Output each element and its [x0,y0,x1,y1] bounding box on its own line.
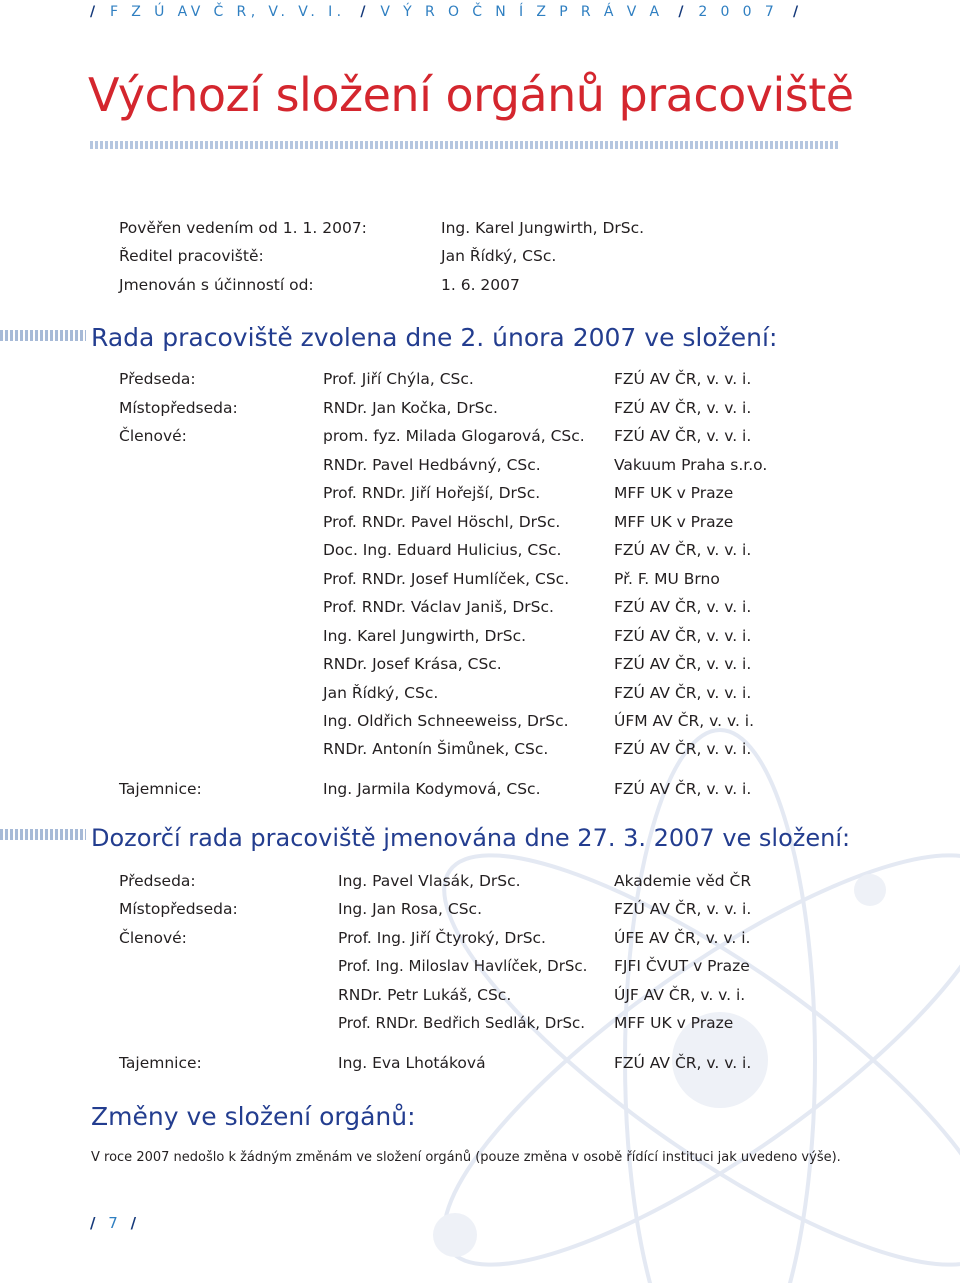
intro-value: 1. 6. 2007 [441,276,520,294]
name-cell: Prof. RNDr. Pavel Höschl, DrSc. [323,513,561,531]
running-header [90,4,804,20]
name-cell: RNDr. Jan Kočka, DrSc. [323,399,498,417]
org-cell: ÚFM AV ČR, v. v. i. [614,712,755,730]
page-title: Výchozí složení orgánů pracoviště [88,68,854,122]
org-cell: MFF UK v Praze [614,484,734,502]
intro-label: Jmenován s účinností od: [119,276,314,294]
name-cell: Jan Řídký, CSc. [323,684,439,702]
org-cell: MFF UK v Praze [614,513,734,531]
org-cell: Akademie věd ČR [614,872,752,890]
org-cell: FZÚ AV ČR, v. v. i. [614,598,752,616]
slash-icon: / [793,4,799,20]
name-cell: Prof. RNDr. Jiří Hořejší, DrSc. [323,484,541,502]
changes-heading: Změny ve složení orgánů: [91,1102,416,1131]
org-cell: FZÚ AV ČR, v. v. i. [614,684,752,702]
org-cell: Př. F. MU Brno [614,570,720,588]
role-cell: Členové: [119,929,187,947]
org-cell: FZÚ AV ČR, v. v. i. [614,399,752,417]
org-cell: FZÚ AV ČR, v. v. i. [614,740,752,758]
name-cell: Ing. Jan Rosa, CSc. [338,900,483,918]
role-cell: Předseda: [119,370,196,388]
name-cell: RNDr. Pavel Hedbávný, CSc. [323,456,541,474]
name-cell: Prof. Jiří Chýla, CSc. [323,370,474,388]
org-cell: Vakuum Praha s.r.o. [614,456,768,474]
role-cell: Předseda: [119,872,196,890]
org-cell: ÚJF AV ČR, v. v. i. [614,986,746,1004]
role-cell: Místopředseda: [119,900,238,918]
org-cell: MFF UK v Praze [614,1014,734,1032]
org-cell: ÚFE AV ČR, v. v. i. [614,929,751,947]
header-org: F Z Ú AV Č R, V. V. I. [109,4,346,20]
intro-value: Ing. Karel Jungwirth, DrSc. [441,219,645,237]
intro-label: Ředitel pracoviště: [119,247,264,265]
name-cell: RNDr. Josef Krása, CSc. [323,655,502,673]
org-cell: FZÚ AV ČR, v. v. i. [614,1054,752,1072]
org-cell: FZÚ AV ČR, v. v. i. [614,427,752,445]
intro-label: Pověřen vedením od 1. 1. 2007: [119,219,367,237]
council-heading: Rada pracoviště zvolena dne 2. února 2007 ve složení: [91,323,778,352]
section-marker [0,829,86,840]
name-cell: prom. fyz. Milada Glogarová, CSc. [323,427,585,445]
org-cell: FZÚ AV ČR, v. v. i. [614,627,752,645]
intro-value: Jan Řídký, CSc. [441,247,557,265]
name-cell: Ing. Oldřich Schneeweiss, DrSc. [323,712,569,730]
org-cell: FZÚ AV ČR, v. v. i. [614,541,752,559]
name-cell: RNDr. Petr Lukáš, CSc. [338,986,512,1004]
org-cell: FZÚ AV ČR, v. v. i. [614,900,752,918]
section-marker [0,330,86,341]
org-cell: FJFI ČVUT v Praze [614,957,750,975]
role-cell: Členové: [119,427,187,445]
name-cell: Doc. Ing. Eduard Hulicius, CSc. [323,541,562,559]
slash-icon: / [360,4,366,20]
slash-icon: / [90,1214,96,1232]
header-year: 2 0 0 7 [698,4,779,20]
name-cell: Prof. RNDr. Václav Janiš, DrSc. [323,598,554,616]
name-cell: Ing. Eva Lhotáková [338,1054,486,1072]
title-underline [90,141,840,149]
name-cell: Prof. RNDr. Josef Humlíček, CSc. [323,570,570,588]
name-cell: RNDr. Antonín Šimůnek, CSc. [323,740,549,758]
supervisory-heading: Dozorčí rada pracoviště jmenována dne 27. 3. 2007 ve složení: [91,824,851,852]
role-cell: Tajemnice: [119,1054,202,1072]
name-cell: Prof. Ing. Jiří Čtyroký, DrSc. [338,929,546,947]
org-cell: FZÚ AV ČR, v. v. i. [614,655,752,673]
role-cell: Tajemnice: [119,780,202,798]
name-cell: Ing. Jarmila Kodymová, CSc. [323,780,541,798]
name-cell: Prof. Ing. Miloslav Havlíček, DrSc. [338,957,588,975]
slash-icon: / [130,1214,137,1232]
role-cell: Místopředseda: [119,399,238,417]
page-footer [90,1214,136,1232]
slash-icon: / [678,4,684,20]
header-report: V Ý R O Č N Í Z P R Á V A [380,4,664,20]
name-cell: Ing. Karel Jungwirth, DrSc. [323,627,527,645]
name-cell: Prof. RNDr. Bedřich Sedlák, DrSc. [338,1014,586,1032]
org-cell: FZÚ AV ČR, v. v. i. [614,780,752,798]
page-number: 7 [108,1214,118,1232]
changes-text: V roce 2007 nedošlo k žádným změnám ve složení orgánů (pouze změna v osobě řídící instituci jak uvedeno výše). [91,1150,841,1165]
slash-icon: / [90,4,96,20]
name-cell: Ing. Pavel Vlasák, DrSc. [338,872,521,890]
org-cell: FZÚ AV ČR, v. v. i. [614,370,752,388]
